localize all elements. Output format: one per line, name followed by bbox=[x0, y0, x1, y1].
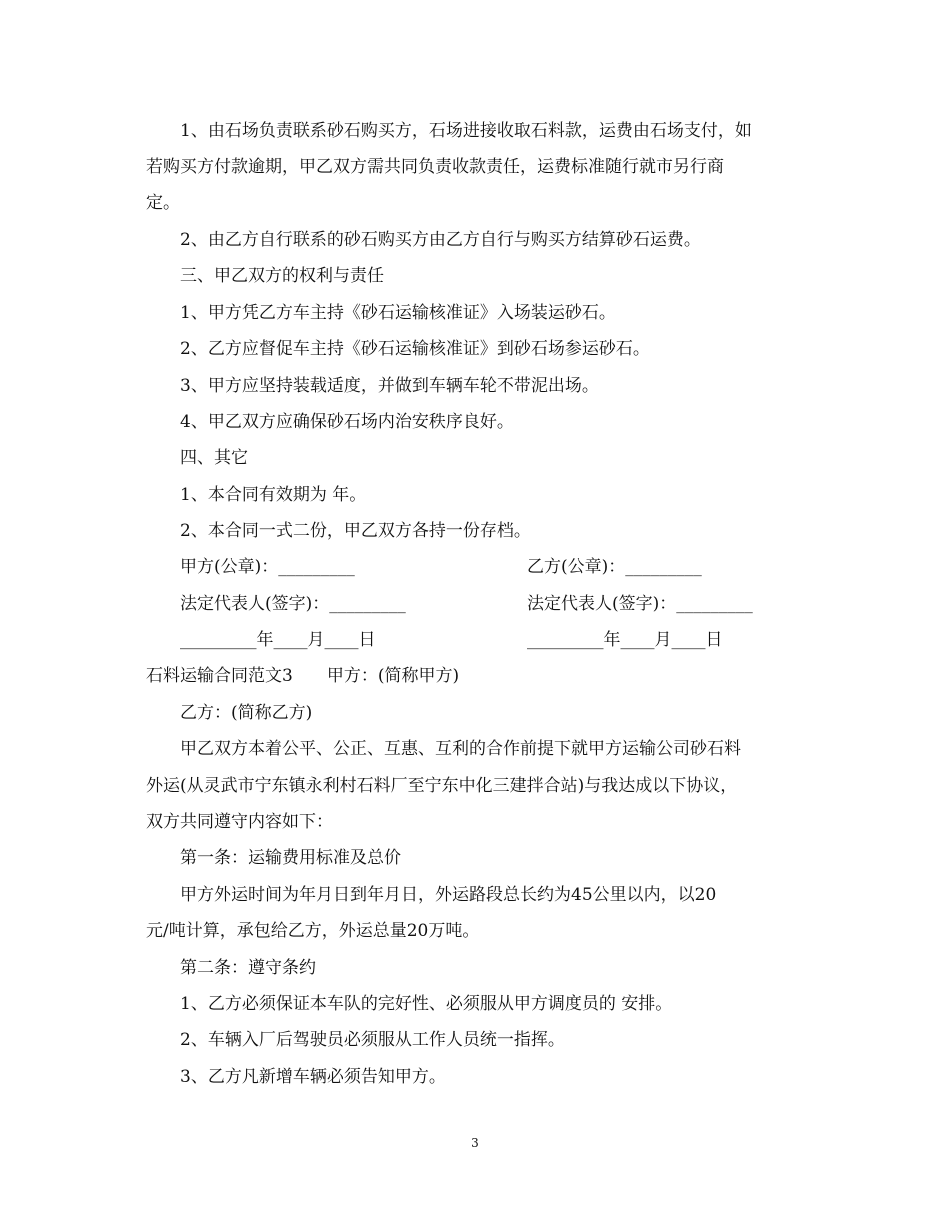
party-b-seal: 乙方(公章)：_________ bbox=[527, 557, 702, 577]
article-heading: 第一条：运输费用标准及总价 bbox=[180, 848, 401, 868]
paragraph-line: 2、车辆入厂后驾驶员必须服从工作人员统一指挥。 bbox=[180, 1030, 565, 1050]
paragraph-line: 甲乙双方本着公平、公正、互惠、互利的合作前提下就甲方运输公司砂石料 bbox=[180, 739, 741, 759]
paragraph-line: 1、乙方必须保证本车队的完好性、必须服从甲方调度员的 安排。 bbox=[180, 994, 673, 1014]
party-a-date: _________年____月____日 bbox=[180, 630, 376, 650]
paragraph-line: 1、本合同有效期为 年。 bbox=[180, 485, 367, 505]
paragraph-line: 3、甲方应坚持装载适度，并做到车辆车轮不带泥出场。 bbox=[180, 376, 599, 396]
paragraph-line: 2、本合同一式二份，甲乙双方各持一份存档。 bbox=[180, 521, 531, 541]
paragraph-line: 若购买方付款逾期，甲乙双方需共同负责收款责任，运费标准随行就市另行商 bbox=[146, 157, 724, 177]
page-number: 3 bbox=[471, 1136, 479, 1150]
paragraph-line: 双方共同遵守内容如下： bbox=[146, 812, 333, 832]
section-heading: 四、其它 bbox=[180, 448, 248, 468]
paragraph-line: 外运(从灵武市宁东镇永利村石料厂至宁东中化三建拌合站)与我达成以下协议， bbox=[146, 776, 738, 796]
party-b-representative: 法定代表人(签字)：_________ bbox=[527, 594, 753, 614]
paragraph-line: 甲方外运时间为年月日到年月日，外运路段总长约为45公里以内，以20 bbox=[180, 885, 717, 905]
section-heading: 三、甲乙双方的权利与责任 bbox=[180, 266, 384, 286]
paragraph-line: 乙方：(简称乙方) bbox=[180, 703, 313, 723]
paragraph-line: 2、乙方应督促车主持《砂石运输核准证》到砂石场参运砂石。 bbox=[180, 339, 650, 359]
party-b-date: _________年____月____日 bbox=[527, 630, 723, 650]
paragraph-line: 元/吨计算，承包给乙方，外运总量20万吨。 bbox=[146, 921, 480, 941]
party-a-seal: 甲方(公章)：_________ bbox=[180, 557, 355, 577]
article-heading: 第二条：遵守条约 bbox=[180, 958, 316, 978]
paragraph-line: 3、乙方凡新增车辆必须告知甲方。 bbox=[180, 1067, 446, 1087]
contract-title: 石料运输合同范文3 甲方：(简称甲方) bbox=[146, 666, 460, 686]
paragraph-line: 4、甲乙双方应确保砂石场内治安秩序良好。 bbox=[180, 412, 514, 432]
paragraph-line: 定。 bbox=[146, 193, 180, 213]
paragraph-line: 2、由乙方自行联系的砂石购买方由乙方自行与购买方结算砂石运费。 bbox=[180, 230, 701, 250]
paragraph-line: 1、由石场负责联系砂石购买方，石场进接收取石料款，运费由石场支付，如 bbox=[180, 121, 752, 141]
paragraph-line: 1、甲方凭乙方车主持《砂石运输核准证》入场装运砂石。 bbox=[180, 303, 616, 323]
party-a-representative: 法定代表人(签字)：_________ bbox=[180, 594, 406, 614]
